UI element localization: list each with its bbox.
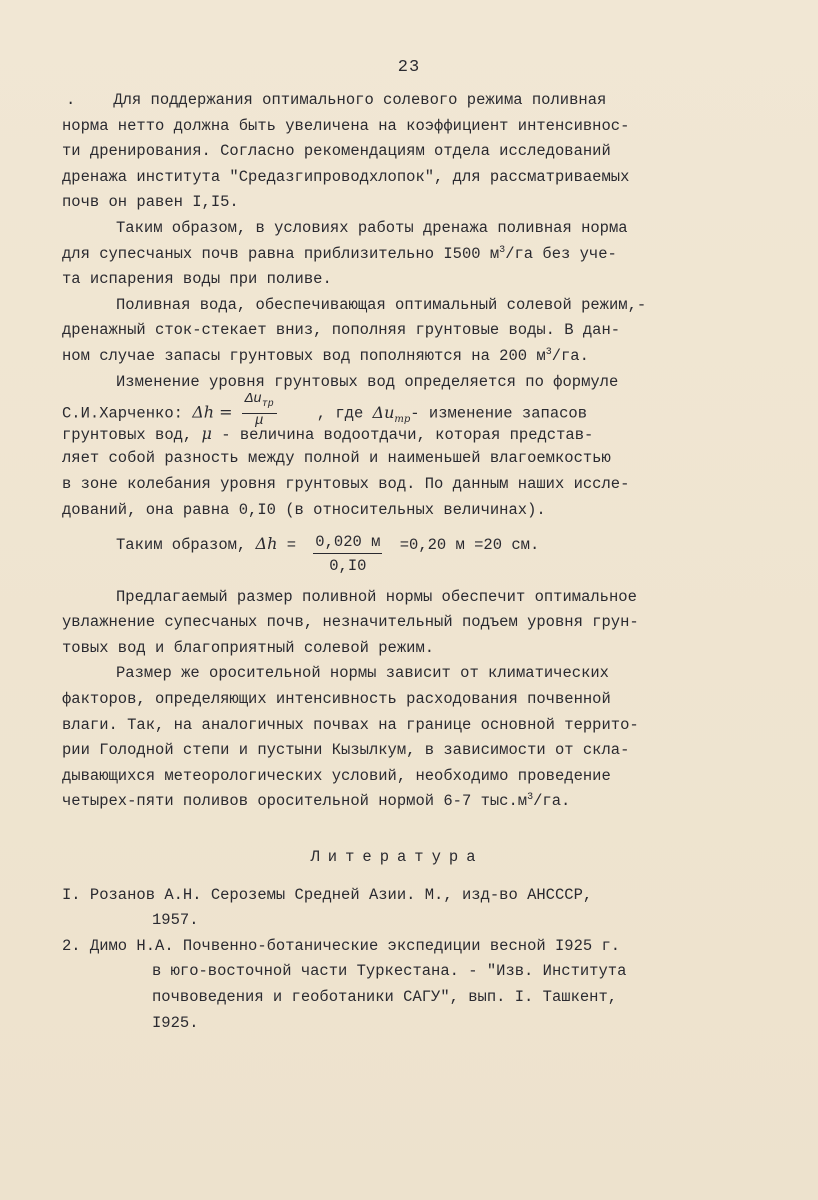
formula-line: С.И.Харченко: Δh = $\frac{\Delta u_{тр}}{\mu}$ , где $\Delta u_{тр}-$ изменение запасов — [62, 391, 588, 429]
result-fraction: $\frac{0,020 м}{0,I0}$ — [315, 533, 381, 576]
harchenko-fraction: $\frac{\Delta u_{тр}}{\mu}$ — [242, 391, 277, 428]
reference-continuation: в юго-восточной части Туркестана. - "Изв. Института — [152, 962, 627, 981]
text-line: увлажнение супесчаных почв, незначительный подъем уровня грун- — [62, 613, 639, 632]
text-line: Предлагаемый размер поливной нормы обеспечит оптимальное — [116, 587, 637, 606]
text-line: норма нетто должна быть увеличена на коэффициент интенсивнос- — [62, 116, 630, 135]
text-line: для супесчаных почв равна приблизительно I500 $м^3/га$ без уче- — [62, 244, 617, 263]
paragraph-1 — [62, 88, 712, 216]
delta-h-symbol: Δh — [255, 534, 278, 554]
text-line: ти дренирования. Согласно рекомендациям отдела исследований — [62, 142, 611, 161]
paragraph-6 — [62, 585, 712, 662]
text-line: почв он равен I,I5. — [62, 193, 239, 212]
text-line-content: Для поддержания оптимального солевого режима поливная — [113, 91, 607, 109]
reference-continuation: I925. — [152, 1013, 199, 1032]
text-line: Таким образом, в условиях работы дренажа поливная норма — [116, 218, 628, 237]
text-line: ном случае запасы грунтовых вод пополняются на 200 $м^3/га$. — [62, 346, 589, 365]
text-line: факторов, определяющих интенсивность расходования почвенной — [62, 690, 611, 709]
reference-list — [62, 883, 712, 1037]
text-line: рии Голодной степи и пустыни Кызылкум, в зависимости от скла- — [62, 741, 630, 760]
text-line: та испарения воды при поливе. — [62, 270, 332, 289]
text-line: влаги. Так, на аналогичных почвах на границе основной террито- — [62, 715, 639, 734]
text-line: дренажа института "Средазгипроводхлопок", для рассматриваемых — [62, 167, 630, 186]
paragraph-2 — [62, 216, 712, 293]
delta-h-symbol: Δh = — [192, 402, 233, 422]
reference-continuation: почвоведения и геоботаники САГУ", вып. I. Ташкент, — [152, 988, 618, 1006]
result-formula: Таким образом, Δh = $\frac{0,020 м}{0,I0}$ =0,20 м =20 см. — [62, 531, 712, 557]
text-line: дренажный сток-стекает вниз, пополняя грунтовые воды. В дан- — [62, 321, 621, 340]
mu-symbol: μ — [201, 423, 212, 443]
delta-u-symbol: $\Delta u_{тр}$ — [372, 402, 411, 425]
reference-item: 2. Димо Н.А. Почвенно-ботанические экспедиции весной I925 г. — [62, 936, 621, 955]
text-line: Поливная вода, обеспечивающая оптимальный солевой режим,- — [116, 295, 647, 314]
text-line: четырех-пяти поливов оросительной нормой 6-7 $тыс.м^3/га$. — [62, 792, 571, 811]
text-line — [62, 88, 712, 114]
text-line: дований, она равна 0,I0 (в относительных величинах). — [62, 500, 546, 519]
text-line: дывающихся метеорологических условий, необходимо проведение — [62, 766, 611, 785]
text-line: товых вод и благоприятный солевой режим. — [62, 638, 435, 657]
page-number: 23 — [397, 58, 421, 77]
paragraph-7 — [62, 661, 712, 815]
reference-continuation: 1957. — [152, 911, 199, 930]
reference-item: I. Розанов А.Н. Сероземы Средней Азии. М., изд-во АНСССР, — [62, 885, 593, 904]
text-line: ляет собой разность между полной и наименьшей влагоемкостью — [62, 449, 611, 468]
paragraph-4 — [62, 370, 712, 524]
text-line: Изменение уровня грунтовых вод определяется по формуле — [116, 372, 619, 391]
text-line: Размер же оросительной нормы зависит от климатических — [116, 664, 609, 683]
literature-heading: Литература — [310, 848, 484, 867]
text-line: в зоне колебания уровня грунтовых вод. По данным наших иссле- — [62, 474, 630, 493]
document-body — [62, 88, 712, 1036]
text-line: грунтовых вод, μ - величина водоотдачи, которая представ- — [62, 423, 594, 444]
paragraph-3 — [62, 293, 712, 370]
stray-dot: . — [66, 91, 76, 109]
